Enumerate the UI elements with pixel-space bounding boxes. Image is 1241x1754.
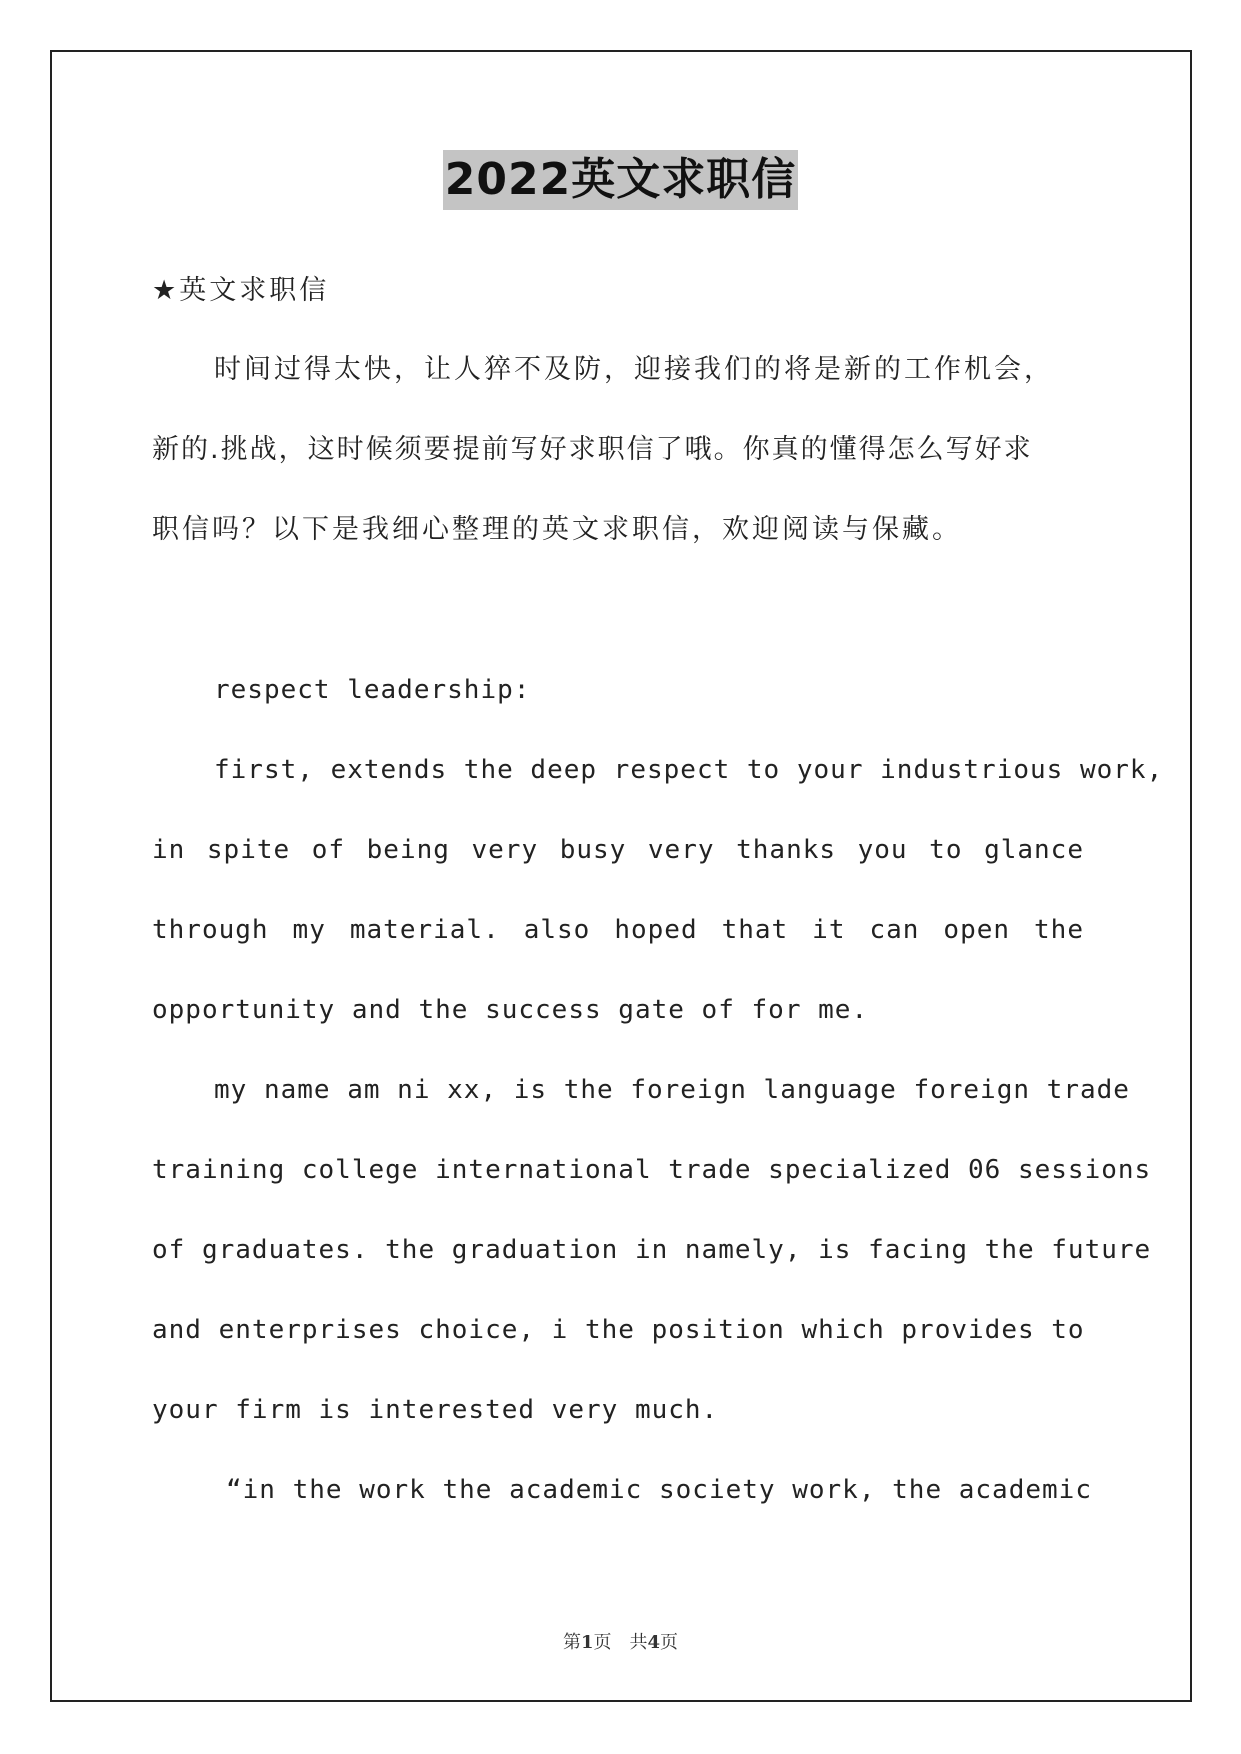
letter-line-3: in spite of being very busy very thanks you to glance: [152, 835, 1084, 865]
letter-line-1: respect leadership:: [214, 675, 531, 705]
letter-line-5: opportunity and the success gate of for me.: [152, 995, 869, 1025]
intro-line-3: 职信吗？以下是我细心整理的英文求职信，欢迎阅读与保藏。: [152, 514, 962, 545]
footer-page-current: 1: [580, 1632, 594, 1653]
letter-line-8: of graduates. the graduation in namely, is facing the future: [152, 1235, 1152, 1265]
letter-line-10: your firm is interested very much.: [152, 1395, 719, 1425]
footer-page-total: 4: [647, 1632, 661, 1653]
intro-line-2: 新的.挑战，这时候须要提前写好求职信了哦。你真的懂得怎么写好求: [152, 434, 1033, 465]
letter-line-2: first, extends the deep respect to your industrious work,: [214, 755, 1164, 785]
letter-line-4: through my material. also hoped that it can open the: [152, 915, 1084, 945]
letter-line-6: my name am ni xx, is the foreign language foreign trade: [214, 1075, 1130, 1105]
footer-page-suffix: 页: [660, 1632, 679, 1653]
page-footer: [0, 1628, 1241, 1654]
footer-page-prefix: 第: [562, 1632, 581, 1653]
letter-line-9: and enterprises choice, i the position which provides to: [152, 1315, 1085, 1345]
title-container: [0, 150, 1241, 210]
letter-line-7: training college international trade specialized 06 sessions: [152, 1155, 1152, 1185]
intro-line-1: 时间过得太快，让人猝不及防，迎接我们的将是新的工作机会，: [214, 354, 1054, 385]
section-heading: ★英文求职信: [152, 275, 330, 306]
letter-line-11: “in the work the academic society work, the academic: [226, 1475, 1092, 1505]
footer-page-mid: 页 共: [593, 1632, 648, 1653]
document-title: 2022英文求职信: [443, 150, 798, 210]
